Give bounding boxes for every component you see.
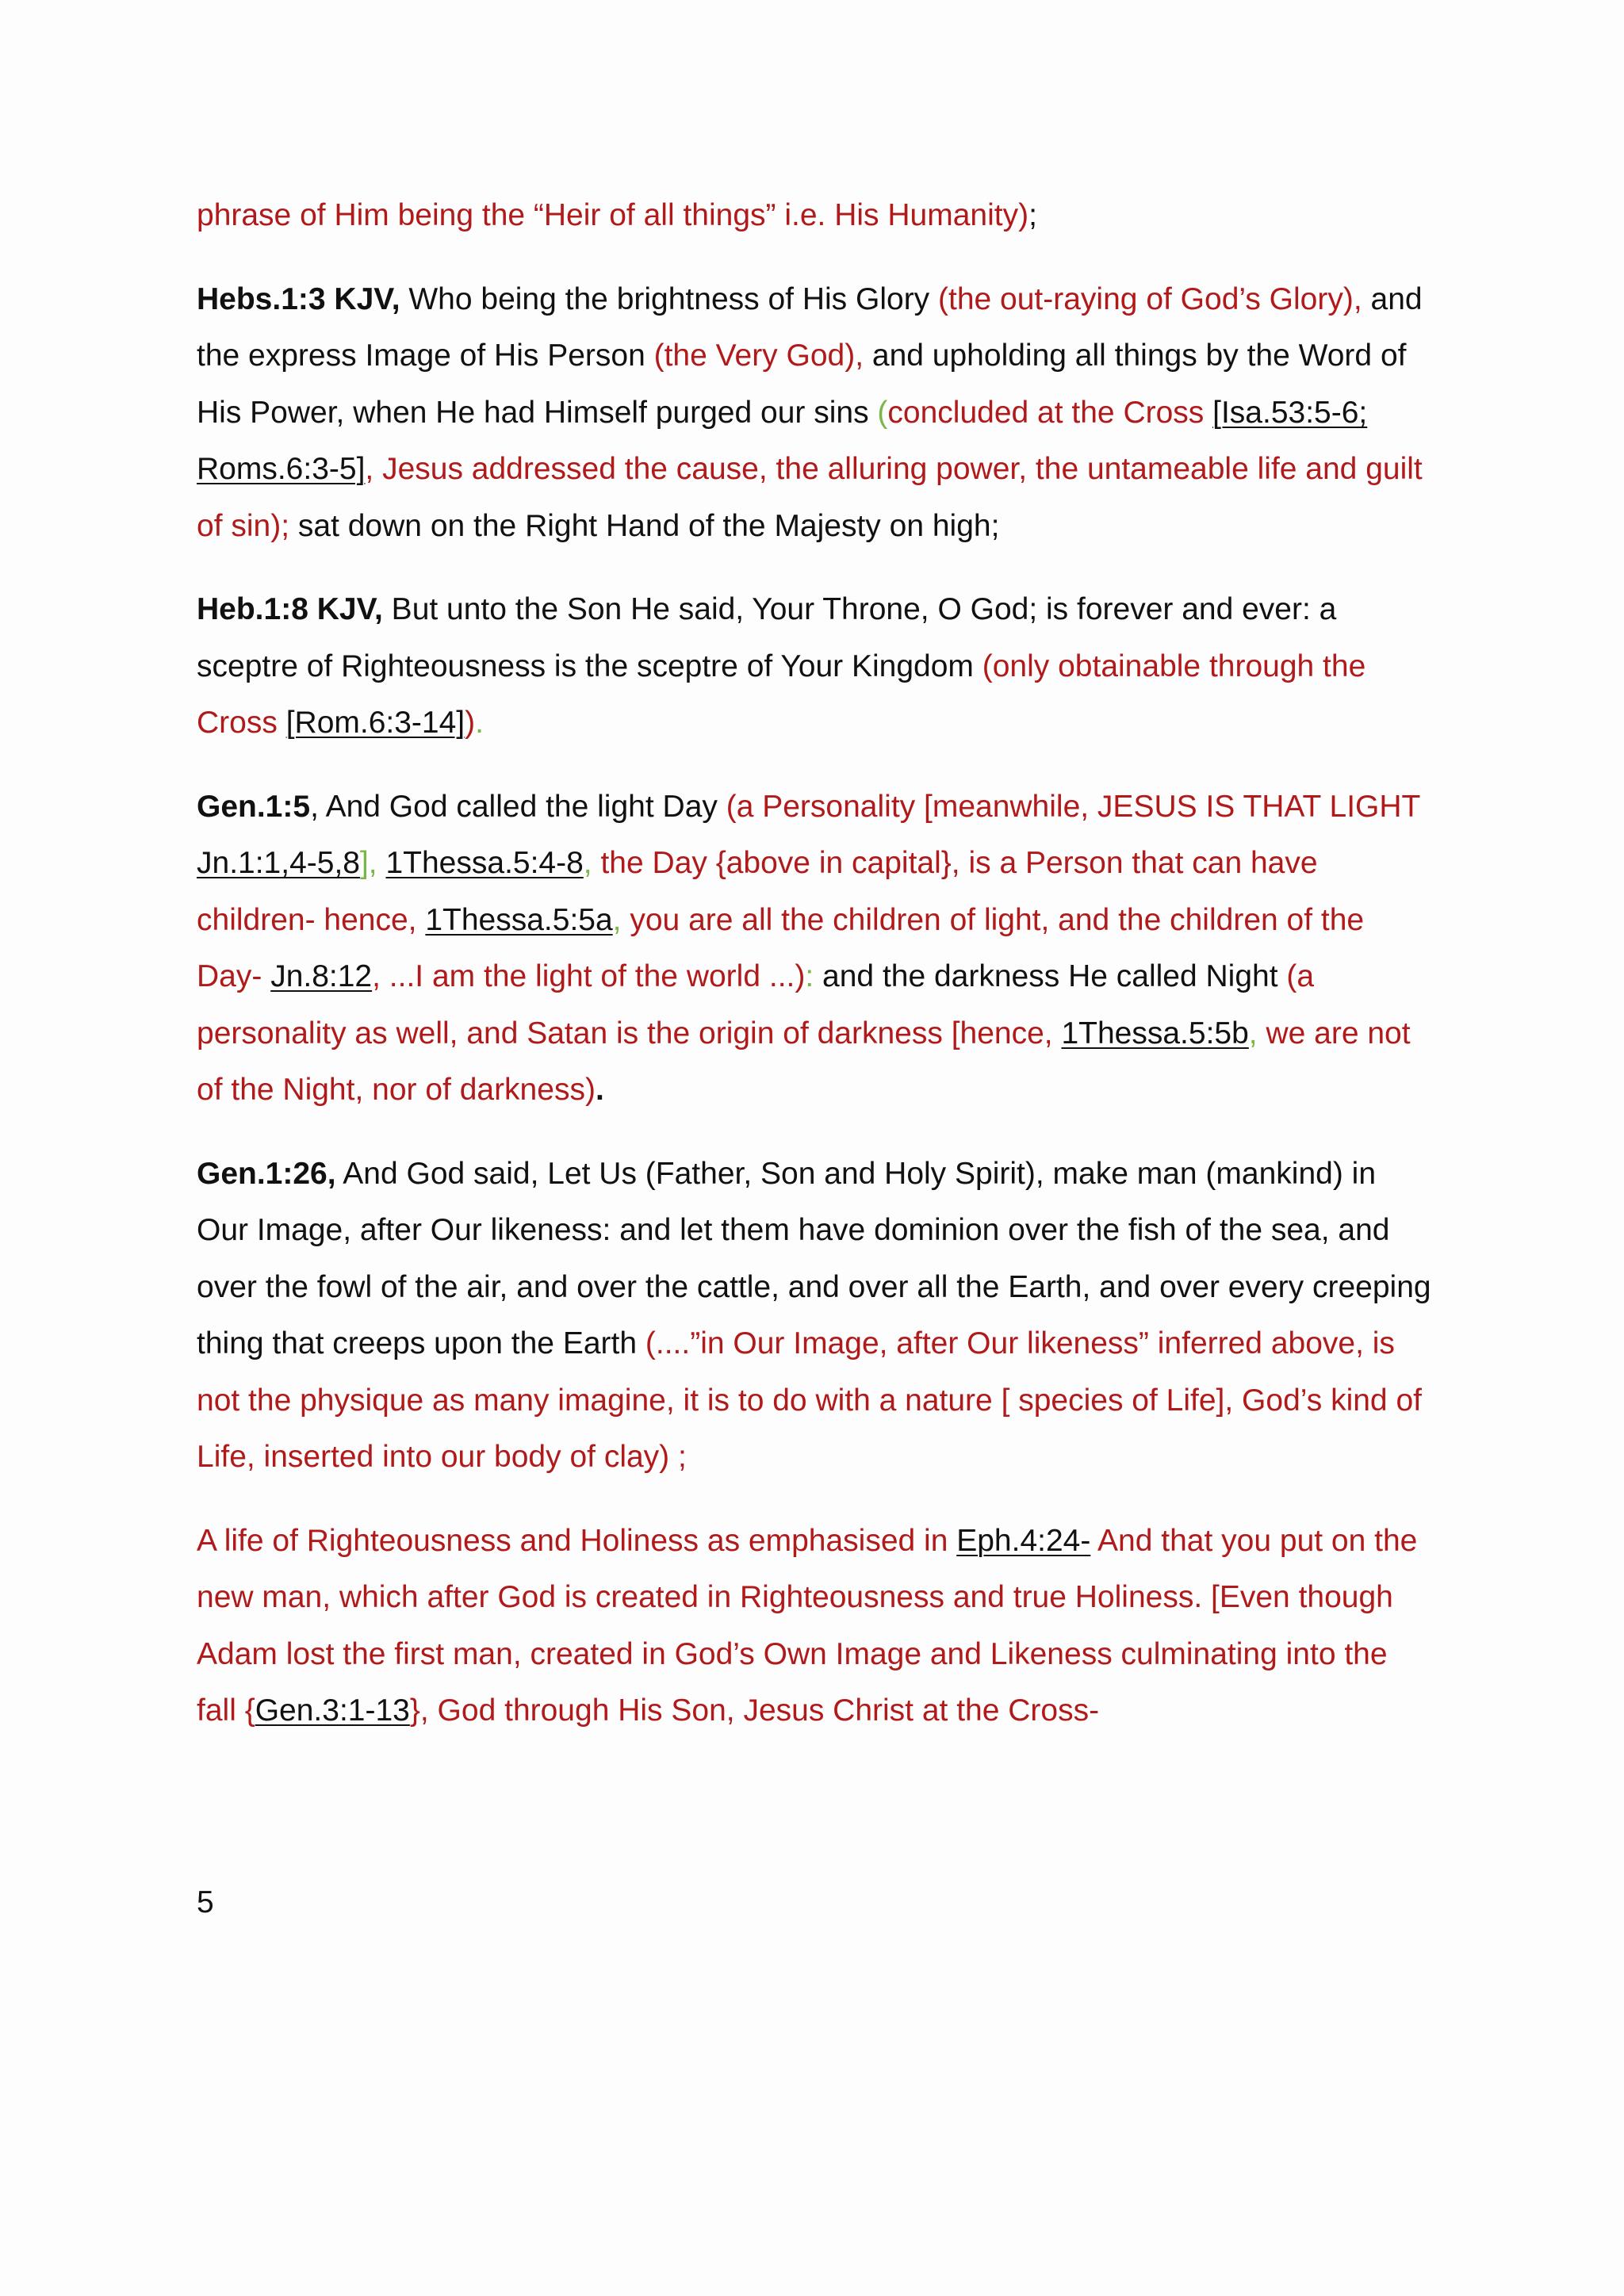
commentary-text: phrase of Him being the “Heir of all things” i.e. His Humanity) (197, 198, 1029, 232)
scripture-reference: [Isa.53:5-6; Roms.6:3-5] (197, 395, 1368, 486)
commentary-text: ) (465, 706, 476, 740)
document-page (197, 187, 1434, 1766)
scripture-reference: 1Thessa.5:4-8 (385, 846, 584, 880)
verse-text: and the darkness He called Night (814, 959, 1287, 993)
commentary-text: A life of Righteousness and Holiness as emphasised in (197, 1523, 957, 1558)
body-text: ; (1028, 198, 1037, 232)
verse-reference: Heb.1:8 KJV, (197, 592, 383, 626)
accent-bracket: ( (877, 395, 888, 430)
commentary-text: (only obtainable through the Cross (197, 649, 1366, 740)
commentary-text: (....”in Our Image, after Our likeness” inferred above, is not the physique as many imagine, it is to do with a nature [ species of Life], God’s kind of Life, inserted into our body of clay) ; (197, 1326, 1422, 1474)
verse-text: , And God called the light Day (310, 789, 726, 824)
verse-reference: Hebs.1:3 KJV, (197, 281, 400, 316)
accent-comma: , (612, 902, 622, 937)
paragraph-life-of-righteousness (197, 1513, 1434, 1739)
scripture-reference: Gen.3:1-13 (255, 1693, 410, 1728)
commentary-text: you are all the children of light, and the children of the Day- (197, 902, 1365, 993)
verse-text: Who being the brightness of His Glory (400, 281, 939, 316)
commentary-text: And that you put on the new man, which after God is created in Righteousness and true Holiness. [Even though Adam lost the first man, created in God’s Own Image and Likeness culminating into the fall { (197, 1523, 1418, 1728)
paragraph-gen-1-26 (197, 1146, 1434, 1486)
commentary-text: , ...I am the light of the world ...) (372, 959, 806, 993)
scripture-reference: Jn.1:1,4-5,8 (197, 846, 360, 880)
scripture-reference: Jn.8:12 (270, 959, 373, 993)
paragraph-heir-phrase (197, 187, 1434, 244)
verse-reference: Gen.1:5 (197, 789, 311, 824)
commentary-text: (the Very God), (653, 339, 864, 373)
page-number: 5 (197, 1885, 214, 1919)
commentary-text: we are not of the Night, nor of darkness) (197, 1016, 1411, 1107)
scripture-reference: Eph.4:24- (956, 1523, 1091, 1558)
accent-period: . (475, 706, 484, 740)
accent-comma: , (583, 846, 592, 880)
verse-text: But unto the Son He said, Your Throne, O God; is forever and ever: a sceptre of Righteousness is the sceptre of Your Kingdom (197, 592, 1337, 683)
commentary-text: }, God through His Son, Jesus Christ at the Cross- (409, 1693, 1100, 1728)
verse-text: And God said, Let Us (Father, Son and Holy Spirit), make man (mankind) in Our Image, after Our likeness: and let them have dominion over the fish of the sea, and over the fowl of the air, and over the cattle, and over all the Earth, and over every creeping thing that creeps upon the Earth (197, 1156, 1431, 1360)
commentary-text: , Jesus addressed the cause, the alluring power, the untameable life and guilt of sin); (197, 452, 1423, 543)
verse-text: sat down on the Right Hand of the Majesty on high; (289, 508, 1000, 543)
paragraph-gen-1-5 (197, 779, 1434, 1119)
commentary-text: (the out-raying of God’s Glory), (938, 281, 1362, 316)
verse-reference: Gen.1:26, (197, 1156, 336, 1191)
accent-colon: : (805, 959, 814, 993)
scripture-reference: 1Thessa.5:5a (425, 902, 613, 937)
verse-text: and upholding all things by the Word of His Power, when He had Himself purged our sins (197, 339, 1407, 430)
spacer-text (377, 846, 386, 880)
commentary-text: (a personality as well, and Satan is the origin of darkness [hence, (197, 959, 1315, 1050)
paragraph-heb-1-8 (197, 581, 1434, 752)
commentary-text: the Day {above in capital}, is a Person that can have children- hence, (197, 846, 1318, 937)
verse-text: and the express Image of His Person (197, 281, 1423, 373)
accent-bracket: ], (359, 846, 377, 880)
verse-period: . (595, 1073, 604, 1107)
scripture-reference: [Rom.6:3-14] (285, 706, 465, 740)
scripture-reference: 1Thessa.5:5b (1061, 1016, 1249, 1050)
accent-comma: , (1248, 1016, 1258, 1050)
commentary-text: (a Personality [meanwhile, JESUS IS THAT LIGHT (726, 789, 1420, 824)
paragraph-hebs-1-3 (197, 271, 1434, 555)
commentary-text: concluded at the Cross (887, 395, 1213, 430)
